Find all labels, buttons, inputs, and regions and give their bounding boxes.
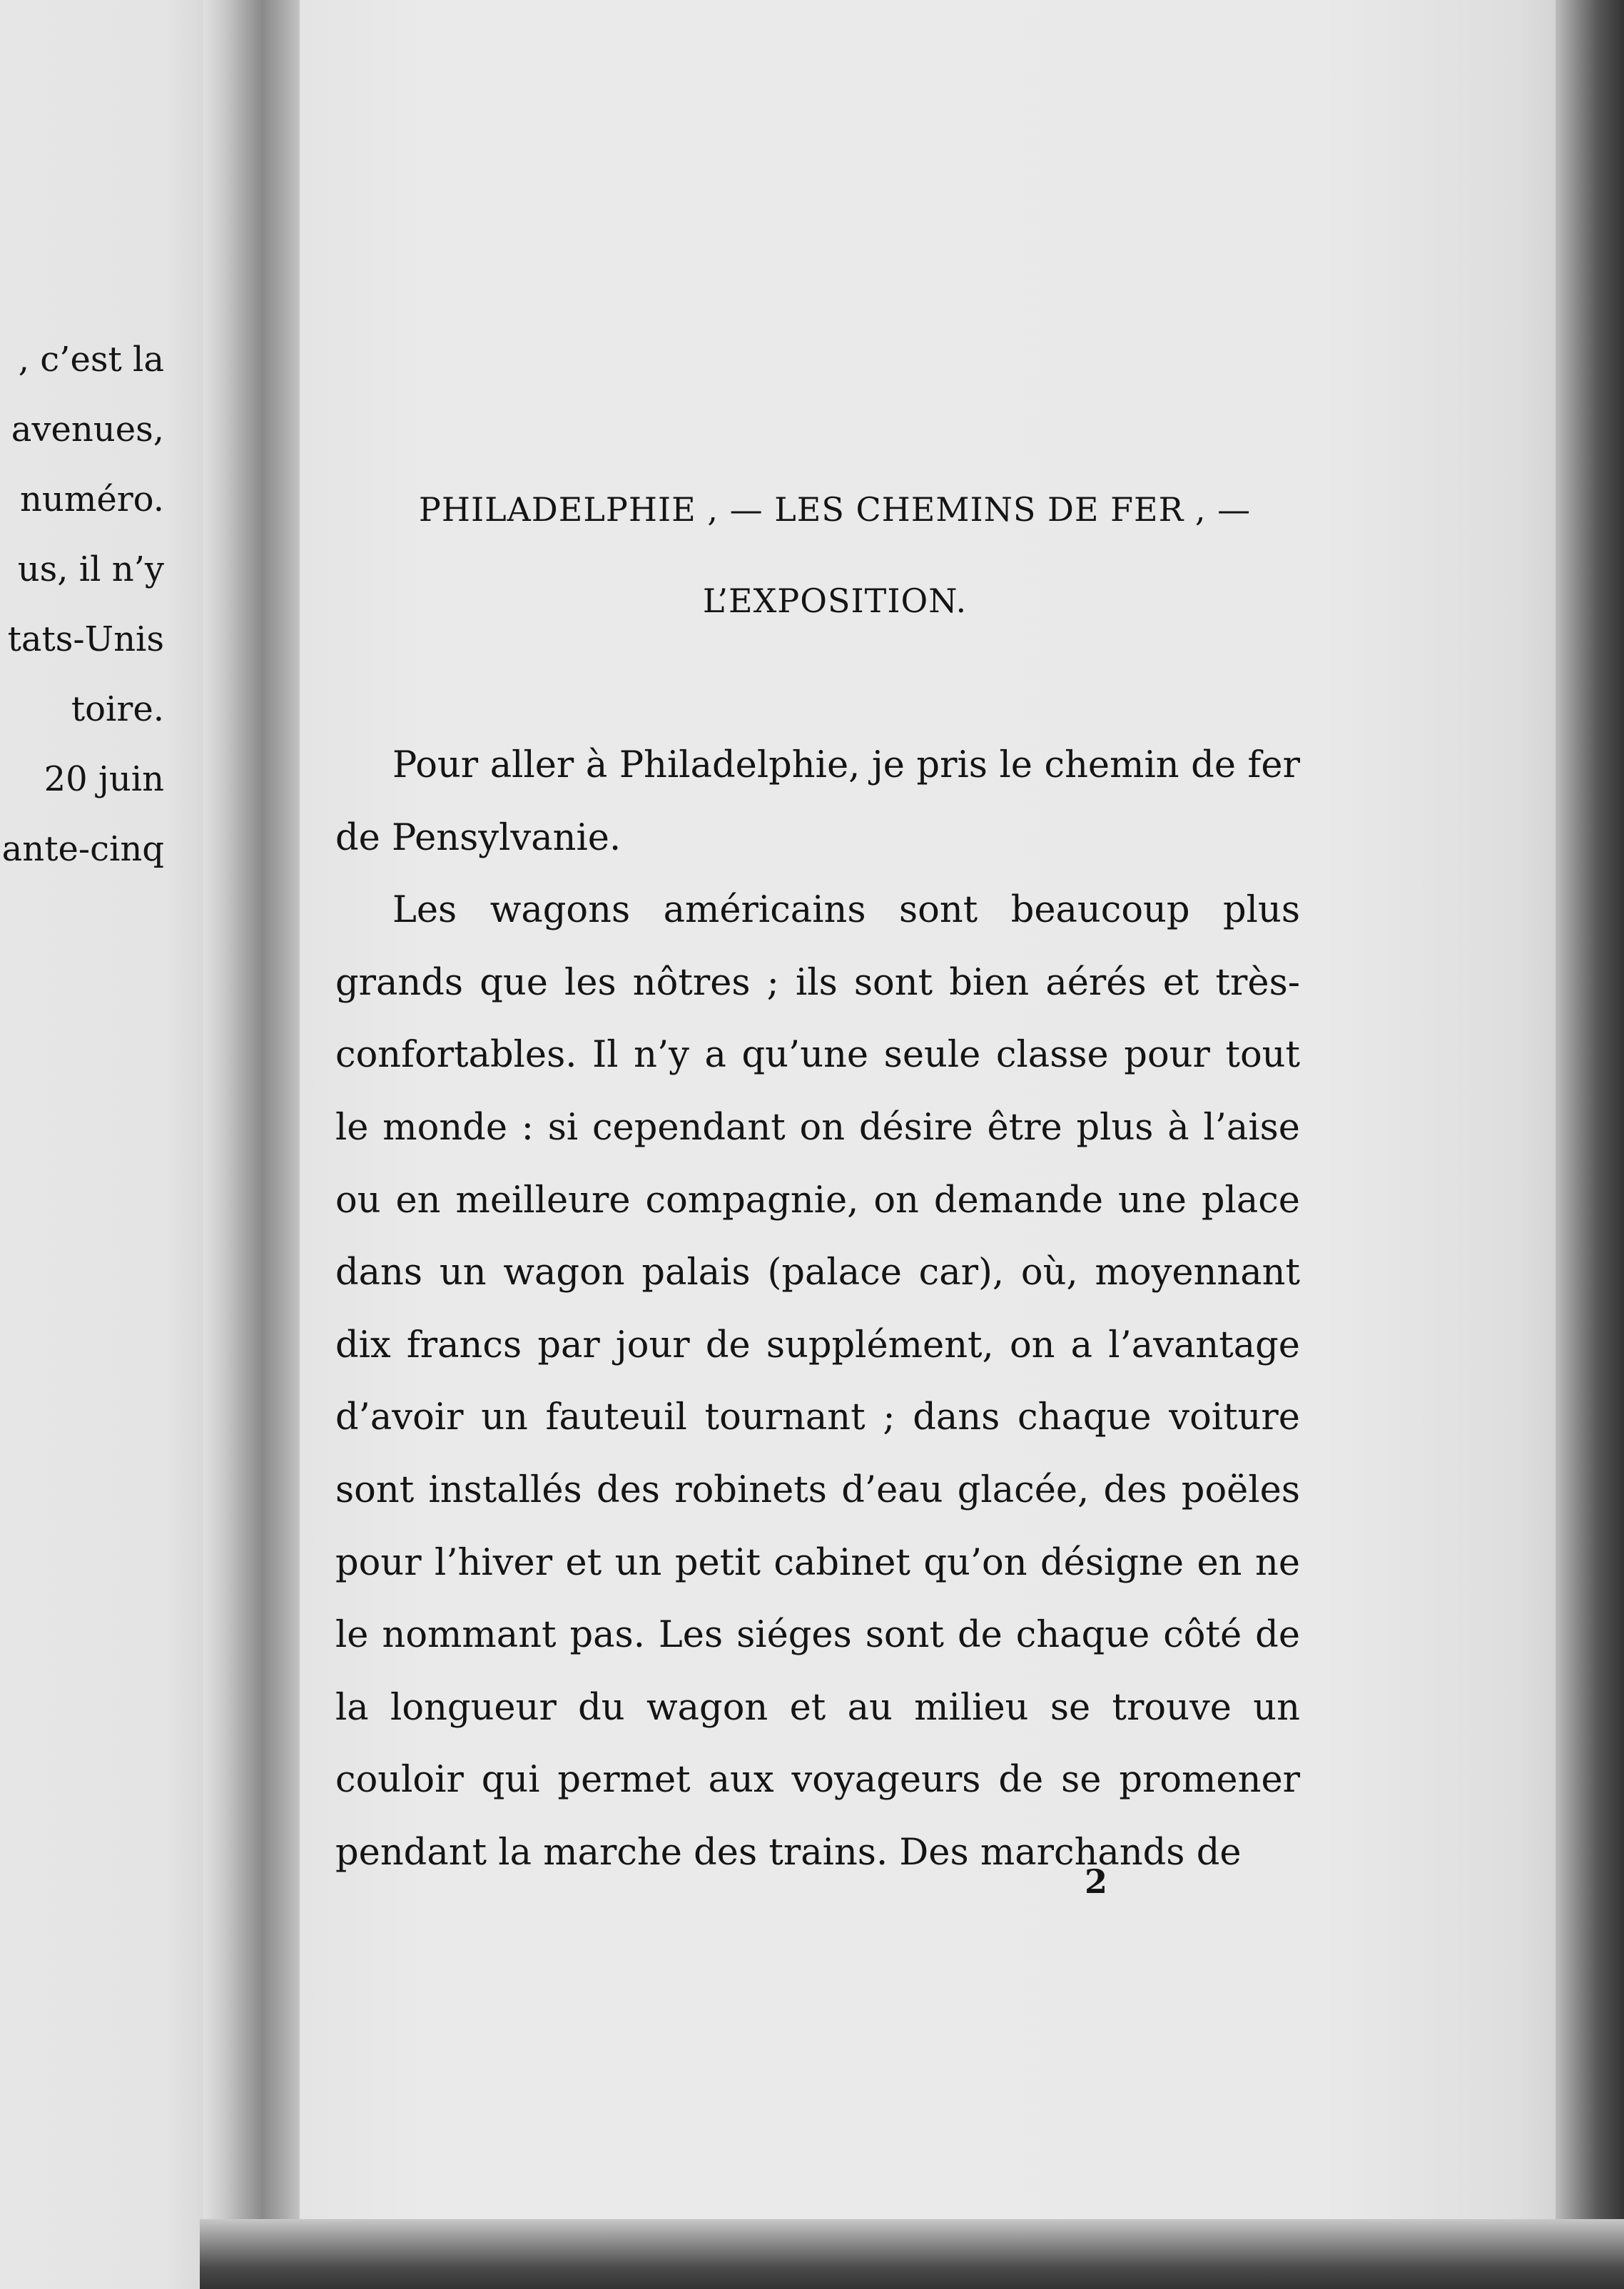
chapter-title-line-1: PHILADELPHIE , — LES CHEMINS DE FER , —: [418, 490, 1252, 529]
paragraph: Pour aller à Philadelphie, je pris le chemin de fer de Pensylvanie.: [335, 744, 1300, 859]
chapter-title: [400, 464, 1270, 646]
left-page-fragment: [0, 0, 235, 2289]
left-line: ante-cinq: [1, 829, 164, 869]
chapter-title-line-2: L’EXPOSITION.: [702, 582, 968, 620]
left-line: numéro.: [19, 479, 164, 519]
page-edge-right: [1556, 0, 1624, 2289]
page-number: 2: [1085, 1862, 1108, 1901]
left-line: tats-Unis: [7, 619, 164, 659]
body-text: [335, 729, 1300, 1889]
book-gutter: [203, 0, 310, 2289]
left-line: toire.: [71, 689, 164, 729]
left-line: , c’est la: [18, 340, 164, 380]
left-page-text: [2, 325, 164, 884]
left-line: us, il n’y: [17, 549, 164, 589]
paragraph: Les wagons américains sont beaucoup plus grands que les nôtres ; ils sont bien aérés et très-confortables. Il n’y a qu’une seule classe pour tout le monde : si cependant on désire être plus à l’aise ou en meilleure compagnie, on demande une place dans un wagon palais (palace car), où, moyennant dix francs par jour de supplément, on a l’avantage d’avoir un fauteuil tournant ; dans chaque voiture sont installés des robinets d’eau glacée, des poëles pour l’hiver et un petit cabinet qu’on désigne en ne le nommant pas. Les siéges sont de chaque côté de la longueur du wagon et au milieu se trouve un couloir qui permet aux voyageurs de se promener pendant la marche des trains. Des marchands de: [335, 889, 1300, 1874]
left-line: 20 juin: [44, 759, 164, 799]
left-line: avenues,: [11, 410, 164, 450]
page-edge-bottom: [200, 2219, 1624, 2289]
